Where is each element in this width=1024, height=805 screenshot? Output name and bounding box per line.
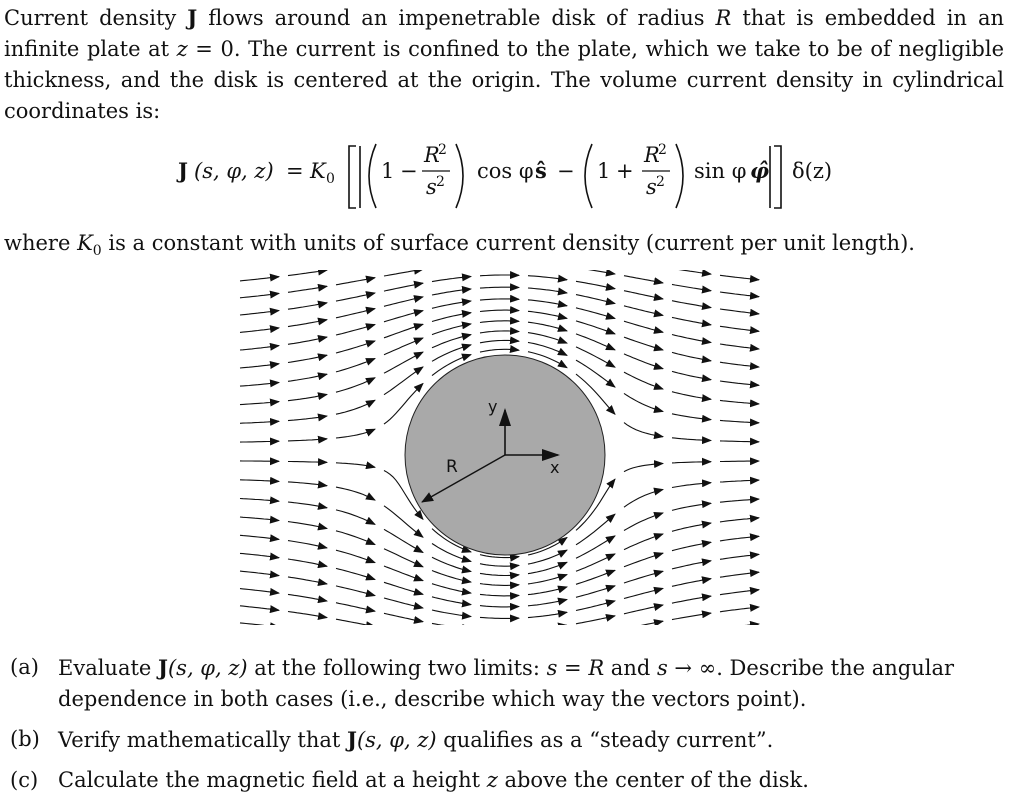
eq-numerator-exp-2: 2 [658, 142, 667, 158]
flow-arrow [240, 421, 279, 423]
flow-arrow [288, 522, 327, 529]
flow-arrow [672, 392, 711, 400]
flow-arrow [624, 605, 663, 614]
question-a [10, 652, 1010, 715]
flow-arrow [432, 289, 471, 295]
flow-arrow [432, 277, 471, 282]
flow-arrow [384, 283, 423, 291]
flow-arrow [384, 297, 423, 306]
flow-arrow [480, 606, 519, 607]
flow-arrow [576, 281, 615, 288]
flow-arrow [432, 324, 471, 335]
current-density-symbol: J [347, 727, 357, 752]
flow-arrow [720, 309, 759, 314]
flow-arrow [288, 439, 327, 441]
flow-arrow [720, 518, 759, 522]
flow-arrow [384, 311, 423, 322]
eq-one-2: 1 [597, 159, 610, 183]
flow-arrow [672, 462, 711, 463]
where-text: where [4, 231, 77, 255]
flow-arrow [576, 554, 615, 571]
flow-arrow [624, 571, 663, 583]
flow-arrow [624, 588, 663, 598]
flow-arrow [432, 345, 471, 362]
flow-arrow [336, 550, 375, 562]
flow-arrow [720, 554, 759, 559]
flow-arrow [336, 325, 375, 336]
flow-arrow [240, 311, 279, 316]
flow-arrow [576, 321, 615, 334]
flow-arrow [672, 284, 711, 290]
flow-arrow [672, 335, 711, 343]
flow-arrow [720, 381, 759, 385]
flow-arrow [672, 579, 711, 587]
flow-arrow [624, 621, 663, 625]
flow-arrow [528, 288, 567, 293]
flow-arrow [288, 303, 327, 309]
flow-arrow [432, 597, 471, 605]
question-list [10, 652, 1010, 805]
flow-arrow [288, 541, 327, 548]
flow-arrow [240, 553, 279, 557]
flow-arrow [480, 349, 519, 352]
eq-constant: K [309, 159, 327, 183]
flow-arrow [384, 582, 423, 594]
flow-arrow [288, 559, 327, 566]
flow-arrow [336, 510, 375, 525]
flow-arrow [624, 534, 663, 550]
radius-symbol: R [716, 6, 732, 30]
flow-arrow [384, 270, 423, 276]
flow-arrow [240, 402, 279, 405]
flow-arrow [336, 309, 375, 318]
flow-arrow [624, 372, 663, 389]
flow-arrow [672, 352, 711, 360]
eq-denominator-exp-2: 2 [656, 174, 665, 190]
flow-arrow [672, 613, 711, 620]
flow-arrow [240, 571, 279, 576]
flow-arrow [336, 359, 375, 372]
eq-j-symbol: J [176, 158, 188, 183]
current-density-equation [178, 140, 878, 210]
flow-arrow [480, 299, 519, 300]
flow-arrow [384, 352, 423, 373]
flow-arrow [480, 287, 519, 288]
question-c [10, 765, 1010, 796]
flow-arrow [576, 334, 615, 350]
flow-arrow [624, 337, 663, 350]
flow-arrow [576, 586, 615, 598]
flow-arrow [432, 584, 471, 593]
flow-arrow [672, 317, 711, 324]
flow-arrow [576, 295, 615, 304]
flow-arrow [672, 596, 711, 603]
question-label: (c) [10, 765, 38, 796]
flow-arrow [432, 335, 471, 348]
flow-arrow [720, 572, 759, 577]
flow-arrow [720, 441, 759, 442]
flow-arrow [624, 354, 663, 369]
flow-arrow [480, 331, 519, 333]
intro-text: flows around an impenetrable disk of radius [197, 6, 715, 30]
flow-arrow [528, 300, 567, 306]
flow-arrow [432, 571, 471, 583]
flow-arrow [336, 278, 375, 285]
flow-arrow [624, 393, 663, 411]
flow-arrow [288, 355, 327, 362]
left-paren-2 [585, 144, 592, 208]
question-text: qualifies as a “steady current”. [437, 728, 774, 752]
flow-arrow [480, 594, 519, 596]
flow-arrow [720, 590, 759, 595]
flow-arrow [240, 364, 279, 368]
k0-symbol: K [77, 231, 93, 255]
flow-arrow [624, 490, 663, 508]
question-label: (a) [10, 652, 39, 683]
flow-arrow [240, 480, 279, 482]
flow-arrow [528, 550, 567, 564]
flow-arrow [480, 573, 519, 575]
flow-arrow [576, 601, 615, 611]
k0-subscript: 0 [93, 243, 102, 259]
current-density-symbol: J [187, 5, 197, 30]
flow-arrow [720, 607, 759, 612]
flow-diagram [230, 270, 775, 625]
flow-arrow [720, 536, 759, 541]
eq-sin-term: sin φ [694, 159, 746, 183]
intro-text: = 0. The current is confined to the plate, which we take to be of negligible thickness, and the disk is centered at the origin. The volume current density in cylindrical coordinates is: [4, 37, 1004, 123]
eq-minus-2: − [557, 159, 575, 183]
flow-arrow [288, 462, 327, 463]
flow-arrow [720, 480, 759, 482]
flow-arrow [432, 313, 471, 322]
left-bracket [349, 146, 356, 208]
flow-arrow [336, 586, 375, 596]
flow-arrow [720, 624, 759, 625]
s-symbol: s [657, 656, 668, 680]
eq-cos-term: cos φ [477, 159, 534, 183]
flow-arrow [240, 293, 279, 297]
question-text: above the center of the disk. [498, 768, 809, 792]
flow-arrow [576, 308, 615, 319]
flow-arrow [720, 326, 759, 331]
flow-arrow [336, 531, 375, 545]
flow-arrow [576, 570, 615, 584]
flow-arrow [240, 499, 279, 502]
flow-arrow [624, 423, 663, 437]
coordinate-args: (s, φ, z) [357, 728, 437, 752]
flow-arrow [480, 321, 519, 323]
radius-symbol: R [588, 656, 604, 680]
eq-numerator-2: R [643, 143, 660, 167]
flow-arrow [336, 568, 375, 579]
flow-arrow [336, 463, 375, 468]
flow-arrow [288, 612, 327, 618]
flow-arrow [240, 589, 279, 594]
flow-arrow [672, 542, 711, 550]
flow-arrow [384, 324, 423, 338]
flow-arrow [432, 610, 471, 617]
flow-arrow [288, 270, 327, 276]
flow-arrow [624, 464, 663, 472]
question-text: Evaluate [58, 656, 158, 680]
flow-arrow [336, 487, 375, 500]
flow-arrow [624, 306, 663, 316]
question-text: = [557, 656, 588, 680]
flow-arrow [384, 598, 423, 608]
right-paren [456, 144, 463, 208]
eq-s-hat: ŝ [535, 158, 547, 183]
right-bracket [774, 146, 781, 208]
current-flow-figure [230, 270, 775, 625]
flow-arrow [672, 371, 711, 379]
eq-lhs-args: (s, φ, z) [194, 159, 274, 183]
flow-arrow [528, 311, 567, 318]
flow-arrow [384, 367, 423, 395]
where-paragraph [4, 228, 1004, 267]
flow-arrow [240, 383, 279, 387]
eq-denominator-2: s [646, 175, 657, 199]
flow-arrow [288, 337, 327, 344]
flow-arrow [672, 523, 711, 531]
flow-arrow [240, 346, 279, 350]
question-text: Calculate the magnetic field at a height [58, 768, 487, 792]
flow-arrow [288, 594, 327, 601]
flow-arrow [480, 340, 519, 342]
radius-label: R [446, 457, 458, 477]
s-symbol: s [547, 656, 558, 680]
flow-arrow [624, 291, 663, 299]
flow-arrow [720, 344, 759, 349]
eq-equals: = [286, 159, 304, 183]
flow-arrow [720, 499, 759, 502]
flow-arrow [432, 301, 471, 308]
flow-arrow [288, 416, 327, 421]
intro-text: that is embedded in an infinite plate at [4, 6, 1004, 61]
flow-arrow [528, 562, 567, 573]
flow-arrow [624, 513, 663, 531]
flow-arrow [240, 277, 279, 281]
flow-arrow [480, 584, 519, 586]
flow-arrow [432, 623, 471, 625]
question-text: at the following two limits: [248, 656, 547, 680]
flow-arrow [576, 536, 615, 558]
flow-arrow [240, 517, 279, 521]
flow-arrow [336, 400, 375, 414]
flow-arrow [624, 553, 663, 567]
eq-numerator: R [423, 143, 440, 167]
flow-arrow [240, 328, 279, 333]
flow-arrow [576, 616, 615, 624]
coordinate-args: (s, φ, z) [168, 656, 248, 680]
flow-arrow [720, 420, 759, 422]
flow-arrow [384, 549, 423, 567]
flow-arrow [576, 270, 615, 274]
flow-arrow [384, 613, 423, 621]
flow-arrow [288, 482, 327, 486]
eq-numerator-exp: 2 [438, 142, 447, 158]
flow-arrow [288, 286, 327, 292]
flow-arrow [240, 441, 279, 442]
eq-denominator-exp: 2 [436, 174, 445, 190]
flow-arrow [240, 606, 279, 611]
flow-arrow [528, 600, 567, 606]
flow-arrow [672, 270, 711, 274]
flow-arrow [528, 276, 567, 280]
flow-arrow [336, 429, 375, 438]
flow-arrow [528, 587, 567, 595]
flow-arrow [528, 333, 567, 344]
flow-arrow [336, 293, 375, 301]
flow-arrow [480, 310, 519, 311]
where-text: is a constant with units of surface current density (current per unit length). [102, 231, 915, 255]
flow-arrow [480, 617, 519, 618]
flow-arrow [528, 322, 567, 331]
flow-arrow [720, 275, 759, 280]
flow-arrow [288, 502, 327, 508]
question-label: (b) [10, 724, 40, 755]
flow-arrow [288, 374, 327, 381]
flow-arrow [336, 619, 375, 625]
flow-arrow [288, 577, 327, 584]
current-density-symbol: J [158, 655, 168, 680]
flow-arrow [336, 603, 375, 612]
flow-arrow [624, 321, 663, 332]
y-axis-label: y [488, 397, 497, 416]
flow-arrow [384, 338, 423, 355]
flow-arrow [288, 320, 327, 327]
flow-arrow [480, 564, 519, 567]
intro-text: Current density [4, 6, 187, 30]
flow-arrow [672, 301, 711, 308]
flow-arrow [240, 535, 279, 539]
intro-paragraph [4, 2, 1004, 127]
flow-arrow [672, 438, 711, 441]
flow-arrow [480, 275, 519, 276]
flow-arrow [528, 575, 567, 584]
eq-delta: δ(z) [792, 159, 832, 183]
flow-arrow [624, 276, 663, 283]
flow-arrow [384, 566, 423, 581]
left-paren [369, 144, 376, 208]
flow-arrow [720, 362, 759, 367]
question-b [10, 724, 1010, 756]
flow-arrow [720, 292, 759, 297]
z-symbol: z [487, 768, 498, 792]
eq-plus: + [616, 159, 634, 183]
flow-arrow [336, 378, 375, 393]
flow-arrow [672, 414, 711, 420]
right-paren-2 [676, 144, 683, 208]
question-text: and [604, 656, 657, 680]
flow-arrow [720, 400, 759, 404]
x-axis-label: x [550, 458, 559, 477]
eq-minus: − [400, 159, 418, 183]
z-symbol: z [177, 37, 188, 61]
question-text: → ∞. Describe the angular dependence in both cases (i.e., describe which way the vectors point). [58, 656, 954, 711]
flow-arrow [672, 503, 711, 510]
flow-arrow [720, 461, 759, 462]
flow-arrow [240, 623, 279, 625]
flow-arrow [336, 341, 375, 353]
flow-arrow [672, 561, 711, 569]
eq-constant-sub: 0 [326, 171, 335, 187]
question-text: Verify mathematically that [58, 728, 347, 752]
eq-phi-hat: φ̂ [750, 158, 769, 183]
flow-arrow [672, 483, 711, 488]
flow-arrow [288, 394, 327, 400]
eq-one: 1 [381, 159, 394, 183]
flow-arrow [528, 612, 567, 617]
eq-denominator: s [426, 175, 437, 199]
